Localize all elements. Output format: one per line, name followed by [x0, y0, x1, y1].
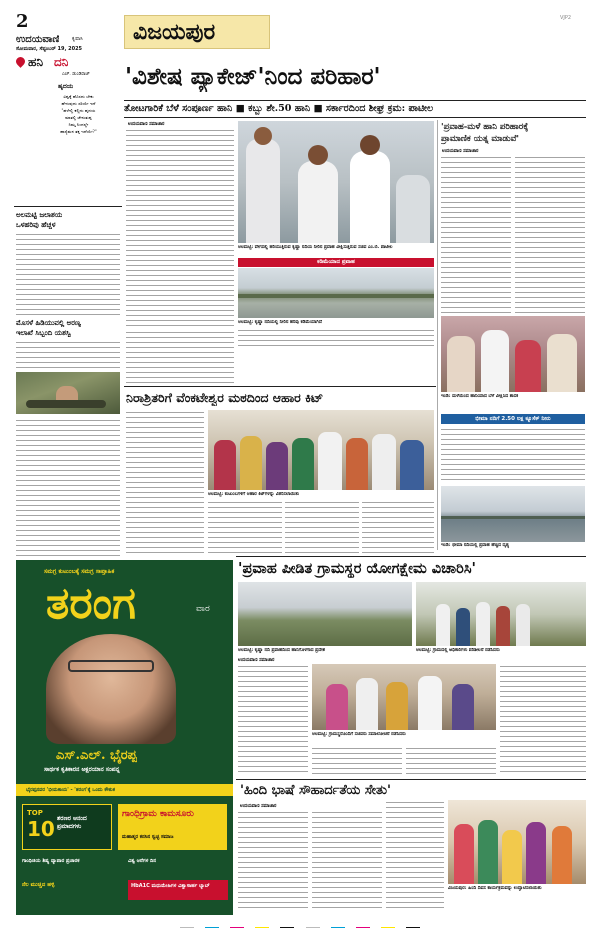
taranga-item2: ಗಾಂಧಿಗ್ರಾಮ ಕಾಮಸೂರು — [122, 809, 194, 819]
person-shape — [356, 678, 378, 730]
poem-body: ವಿಶ್ವಕ್ಕೆ ಹೊಸದು ಬೇಕು ಹೇಳುವುದು ಸರಿಯೇ ಇದೆ "ಹಳೇಲ್ಲಿ ಕಲ್ಲಿದು ಹೃದಯ ಮಾತಲ್ಲಿ ಜೇನುತುಪ್ಪ ನಿಮ್ಮ ನಿಂದಲ್ಲೇ ಹಾಸ್ಯೆಮನ ತಕ್ಕ ಇದೆಯೇ?" — [60, 94, 97, 134]
main-body-col1b — [126, 330, 234, 384]
taranga-item2-sub: ಮಹಾತ್ಮರ ಕನಸಿನ ಸ್ವಚ್ಛ ಸಮಾಜ — [122, 834, 174, 840]
portrait-shape — [46, 634, 176, 744]
section-title: ವಿಜಯಪುರ — [133, 19, 216, 45]
hanidani-author: ಎಚ್. ಡುಂಡಿರಾಜ್ — [62, 72, 90, 77]
drop-icon — [14, 55, 27, 68]
hindi-photo-caption: ವಿಜಯಪುರ: ಹಿಂದಿ ದಿವಸ ಕಾರ್ಯಕ್ರಮವನ್ನು ಉದ್ಘಾಟಿಸಲಾಯಿತು — [448, 886, 542, 891]
right-body-col3 — [441, 427, 585, 482]
riverbank-shape — [238, 294, 434, 298]
hindi-byline: ಉದಯವಾಣಿ ಸಮಾಚಾರ — [240, 804, 277, 809]
hindi-body-col1 — [238, 810, 308, 910]
person-shape — [400, 440, 424, 490]
main-photo-caption: ಆಲಮಟ್ಟಿ: ವೇಗದಲ್ಲಿ ಹರಿಯುತ್ತಿರುವ ಕೃಷ್ಣಾ ನದಿಯ ನೀರಿನ ಪ್ರವಾಹ ವೀಕ್ಷಿಸುತ್ತಿರುವ ಸಚಿವ ಎಂ.ಬಿ. ಪಾಟೀಲ — [238, 245, 393, 250]
taranga-strip: ಭೈರಪ್ಪನವರ 'ಭೀಮಕಾಯ' - 'ತರಂಗ'ಕ್ಕೆ ಒಂದು ಕೌತುಕ — [16, 784, 233, 796]
person-shape — [298, 161, 338, 243]
main-body-col1 — [126, 128, 234, 328]
person-shape — [396, 175, 430, 243]
main-byline: ಉದಯವಾಣಿ ಸಮಾಚಾರ — [128, 122, 165, 127]
hindi-body-col2 — [312, 810, 382, 910]
divider — [124, 117, 586, 118]
person-shape — [266, 442, 288, 490]
divider — [124, 386, 436, 387]
taranga-item6: HbA1C ಮಧುಮೇಹಿಗಳ ವಿಶ್ವಾಸಾರ್ಹ ಲ್ಯಾಬ್ — [128, 880, 228, 900]
person-shape — [516, 604, 530, 646]
hindi-headline: 'ಹಿಂದಿ ಭಾಷೆ ಸೌಹಾರ್ದತೆಯ ಸೇತು' — [240, 783, 392, 798]
main-headline: 'ವಿಶೇಷ ಪ್ಯಾಕೇಜ್'ನಿಂದ ಪರಿಹಾರ' — [125, 63, 381, 90]
gandhigram-box — [118, 804, 227, 850]
main-photo — [238, 121, 434, 243]
aid-photo-caption: ಆಲಮಟ್ಟಿ: ಕುಟುಂಬಗಳಿಗೆ ಆಹಾರ ಕಿಟ್‌ಗಳನ್ನು ವಿತರಿಸಲಾಯಿತು — [208, 492, 300, 497]
section-banner — [124, 15, 270, 49]
person-shape — [418, 676, 442, 730]
bhima-photo — [441, 486, 585, 542]
village-byline: ಉದಯವಾಣಿ ಸಮಾಚಾರ — [238, 658, 275, 663]
aid-body-col3 — [285, 500, 359, 555]
divider — [236, 556, 586, 557]
taranga-item5: ನೆಲ ಮುಚ್ಚಿದ ಹಳ್ಳಿ — [22, 882, 55, 888]
taranga-weekday: ವಾರ — [196, 604, 210, 614]
column-rule — [437, 120, 438, 550]
person-shape — [240, 436, 262, 490]
person-shape — [326, 684, 348, 730]
top-label: TOP — [27, 809, 43, 817]
person-shape — [292, 438, 314, 490]
person-shape — [318, 432, 342, 490]
brief-headline-1: ಅಲಮಟ್ಟಿ ಜಲಾಶಯ — [16, 210, 63, 219]
right-photo — [441, 316, 585, 392]
village-body-col1 — [238, 664, 308, 776]
person-shape — [552, 826, 572, 884]
top-number: 10 — [27, 817, 55, 841]
edition-tag: ಕೃಪಾಸಿ — [72, 36, 83, 42]
hindi-body-col3 — [386, 800, 444, 910]
village-caption-1: ಆಲಮಟ್ಟಿ: ಕೃಷ್ಣಾ ನದಿ ಪ್ರವಾಹದಿಂದ ಹಾನಿಗೊಳಗಾದ ಪ್ರದೇಶ — [238, 648, 326, 653]
corner-code: VJP2 — [560, 15, 572, 21]
brief-body — [16, 232, 120, 316]
person-shape — [456, 608, 470, 646]
brief-body-3 — [16, 418, 120, 556]
village-body-col3 — [500, 664, 586, 776]
village-body-col2a — [312, 746, 402, 776]
person-shape — [476, 602, 490, 646]
main-body-col2 — [238, 328, 434, 350]
print-marks — [30, 916, 570, 922]
right-byline: ಉದಯವಾಣಿ ಸಮಾಚಾರ — [442, 149, 479, 154]
village-photo-1 — [238, 582, 412, 646]
issue-date: ಸೋಮವಾರ, ಸೆಪ್ಟಂಬರ್ 19, 2025 — [16, 46, 83, 52]
paper-name: ಉದಯವಾಣಿ — [16, 34, 60, 45]
flood-label: ಕಡಿಮೆಯಾದ ಪ್ರವಾಹ — [238, 258, 434, 267]
taranga-item4: ವಿಶ್ವ ಆನೆಗಳ ದಿನ — [128, 858, 157, 864]
main-subhead: ತೋಟಗಾರಿಕೆ ಬೆಳೆ ಸಂಪೂರ್ಣ ಹಾನಿ ■ ಕಬ್ಬು ಶೇ.50 ಹಾನಿ ■ ಸರ್ಕಾರದಿಂದ ಶೀಘ್ರ ಕ್ರಮ: ಪಾಟೀಲ — [124, 103, 434, 114]
divider — [236, 779, 586, 780]
person-shape — [526, 822, 546, 884]
right-body-col2 — [515, 155, 585, 313]
person-shape — [515, 340, 541, 392]
village-body-col2b — [406, 746, 496, 776]
taranga-ad[interactable] — [16, 560, 233, 915]
person-shape — [452, 684, 474, 730]
hanidani-title-a: ಹನಿ — [28, 55, 43, 69]
crocodile-photo — [16, 372, 120, 414]
taranga-person: ಎಸ್.ಎಲ್. ಭೈರಪ್ಪ — [56, 748, 137, 763]
village-caption-2: ಆಲಮಟ್ಟಿ: ಗ್ರಾಮದಲ್ಲಿ ಅಧಿಕಾರಿಗಳು ಪರಿಶೀಲನೆ ನಡೆಸಿದರು — [416, 648, 500, 653]
taranga-brand: ತರಂಗ — [46, 578, 136, 629]
person-head — [308, 145, 328, 165]
top10-box — [22, 804, 112, 850]
person-shape — [214, 440, 236, 490]
crocodile-shape — [26, 400, 106, 408]
bhima-caption: ಇಂಡಿ: ಭೀಮಾ ನದಿಯಲ್ಲಿ ಪ್ರವಾಹ ಹೆಚ್ಚಿದ ದೃಶ್ಯ — [441, 543, 510, 548]
person-shape — [481, 330, 509, 392]
hanidani-title-b: ದನಿ — [54, 55, 69, 69]
aid-body-col4 — [362, 500, 434, 555]
person-shape — [496, 606, 510, 646]
right-body-col1 — [441, 155, 511, 313]
person-shape — [478, 820, 498, 884]
brief-headline-2: ಒಳಹರಿವು ಹೆಚ್ಚಳ — [16, 220, 56, 229]
person-shape — [454, 824, 474, 884]
person-head — [360, 135, 380, 155]
masthead-left — [16, 12, 126, 52]
hindi-photo — [448, 800, 586, 884]
person-shape — [502, 830, 522, 884]
taranga-item3: ಗಾಂಧಿಜಿಯ ಶಿಷ್ಯ ವ್ಯಾಪಾರ ಪ್ರಚಾರಕ — [22, 858, 80, 864]
aid-body-col2 — [208, 500, 282, 555]
village-photo-2 — [416, 582, 586, 646]
person-shape — [346, 438, 368, 490]
aid-headline: ನಿರಾಶ್ರಿತರಿಗೆ ವೆಂಕಟೇಶ್ವರ ಮಠದಿಂದ ಆಹಾರ ಕಿಟ್ — [126, 390, 324, 405]
brief-body-2 — [16, 340, 120, 370]
right-headline-2: ಪ್ರಾಮಾಣಿಕ ಯತ್ನ ಮಾಡುವೆ' — [441, 134, 520, 144]
flood-caption: ಆಲಮಟ್ಟಿ: ಕೃಷ್ಣಾ ನದಿಯಲ್ಲಿ ನೀರಿನ ಹರಿವು ಕಡಿಮೆಯಾಗಿದೆ — [238, 320, 322, 325]
page-number: 2 — [16, 12, 29, 32]
divider — [124, 100, 586, 101]
person-shape — [386, 682, 408, 730]
person-head — [254, 127, 272, 145]
village-photo-3 — [312, 664, 496, 730]
right-photo-caption: ಇಂಡಿ: ಮಳೆಯಿಂದ ಹಾನಿಯಾದ ಬೆಳೆ ವೀಕ್ಷಿಸಿದ ಶಾಸಕ — [441, 394, 519, 399]
village-caption-3: ಆಲಮಟ್ಟಿ: ಗ್ರಾಮಸ್ಥರೊಂದಿಗೆ ಸಚಿವರು ಸಮಾಲೋಚನೆ ನಡೆಸಿದರು — [312, 732, 406, 737]
hanidani-box — [16, 55, 121, 205]
person-shape — [246, 139, 280, 243]
village-headline: 'ಪ್ರವಾಹ ಪೀಡಿತ ಗ್ರಾಮಸ್ಥರ ಯೋಗಕ್ಷೇಮ ವಿಚಾರಿಸಿ' — [238, 560, 476, 577]
person-shape — [436, 604, 450, 646]
person-shape — [447, 336, 475, 392]
taranga-person-sub: ಸಾರ್ಥಕ ಕೃತಿಕಾರನ ಅಕ್ಷರಯಾನ ಸಂಪನ್ನ — [44, 766, 120, 773]
person-shape — [372, 434, 396, 490]
riverbank-shape — [441, 516, 585, 519]
person-shape — [547, 334, 577, 392]
divider — [14, 206, 122, 207]
taranga-tagline: ಸಮಗ್ರ ಕುಟುಂಬಕ್ಕೆ ಸಮಗ್ರ ಸಾಪ್ತಾಹಿಕ — [44, 568, 115, 575]
right-headline-1: 'ಪ್ರವಾಹ-ಮಳೆ ಹಾನಿ ಪರಿಹಾರಕ್ಕೆ — [441, 122, 529, 132]
aid-body-col1 — [126, 410, 204, 555]
brief-headline-3: ಮೊಸಳೆ ಹಿಡಿಯುವಲ್ಲಿ ಅರಣ್ಯ — [16, 318, 81, 327]
person-shape — [350, 151, 390, 243]
poem-title: ಹೃದಯ — [58, 83, 74, 90]
brief-headline-4: ಇಲಾಖೆ ಸಿಬ್ಬಂದಿ ಯಶಸ್ವಿ — [16, 328, 71, 337]
taranga-item1: ಶರಣರ ಆನಂದ ಪ್ರಮಾದಗಳು — [57, 815, 87, 830]
flood-photo — [238, 268, 434, 318]
bhima-label: ಭೀಮಾ ನದಿಗೆ 2.50 ಲಕ್ಷ ಕ್ಯೂಸೆಕ್ ನೀರು — [441, 414, 585, 424]
glasses-shape — [68, 660, 154, 672]
aid-photo — [208, 410, 434, 490]
